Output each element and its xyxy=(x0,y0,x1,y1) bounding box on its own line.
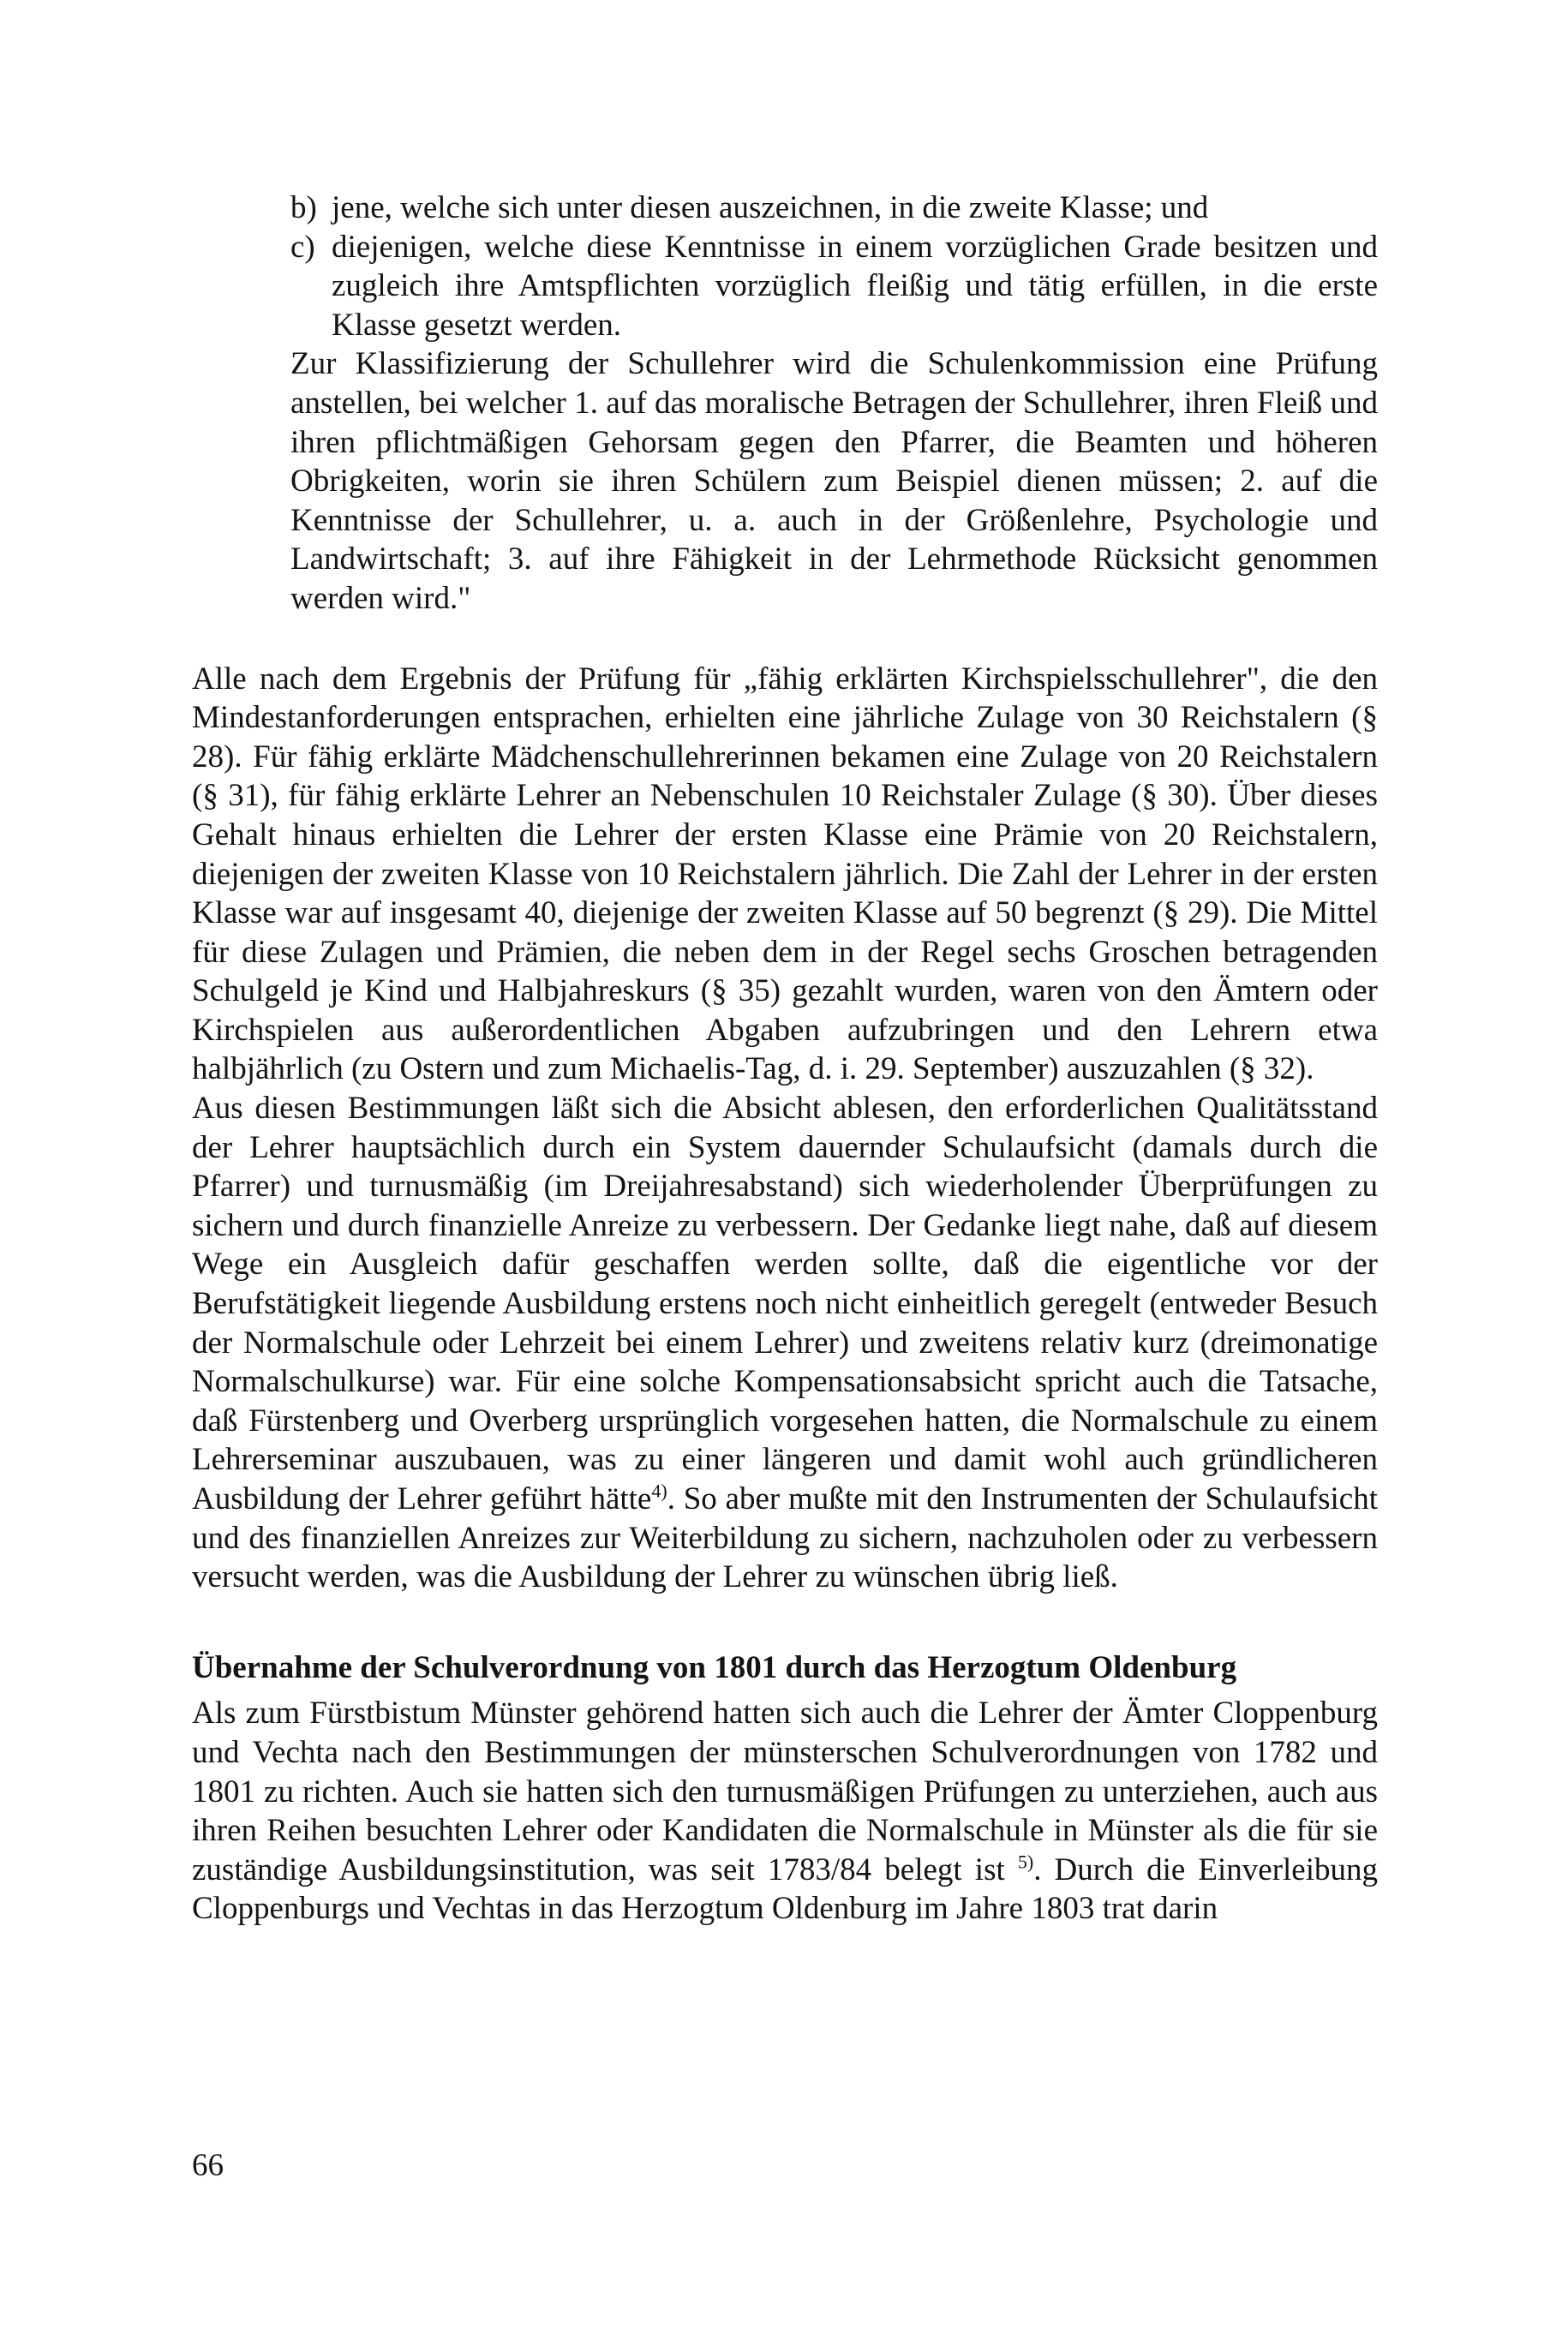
quote-paragraph: Zur Klassifizierung der Schullehrer wird die Schulenkommission eine Prüfung anstellen, bei welcher 1. auf das moralische Betragen der Schullehrer, ihren Fleiß und ihren pflichtmäßigen Gehorsam gegen den Pfarrer, die Beamten und höheren Obrigkeiten, worin sie ihren Schülern zum Beispiel dienen müssen; 2. auf die Kenntnisse der Schullehrer, u. a. auch in der Größenlehre, Psychologie und Landwirtschaft; 3. auf ihre Fähigkeit in der Lehrmethode Rücksicht genommen werden wird." xyxy=(290,346,1378,616)
section-paragraph-text-a: Als zum Fürstbistum Münster gehörend hatten sich auch die Lehrer der Ämter Cloppenburg und Vechta nach den Bestimmungen der münsterschen Schulverordnungen von 1782 und 1801 zu richten. Auch sie hatten sich den turnusmäßigen Prüfungen zu unterziehen, auch aus ihren Reihen besuchten Lehrer oder Kandidaten die Normalschule in Münster als die für sie zuständige Ausbildungsinstitution, was seit 1783/84 belegt ist xyxy=(192,1696,1378,1887)
quoted-regulation xyxy=(290,188,1378,619)
section-paragraph-text-b: . Durch die Einverleibung Cloppenburgs und Vechtas in das Herzogtum Oldenburg im Jahre 1803 trat darin xyxy=(192,1851,1379,1927)
quote-list-item-b xyxy=(290,188,1378,228)
quote-list-item-c xyxy=(290,228,1378,345)
list-item-text: diejenigen, welche diese Kenntnisse in einem vorzüglichen Grade besitzen und zugleich ihre Amtspflichten vorzüglich fleißig und tätig erfüllen, in die erste Klasse gesetzt werden. xyxy=(332,229,1378,343)
footnote-ref-5[interactable]: 5) xyxy=(1017,1851,1034,1873)
section-paragraph xyxy=(192,1694,1378,1929)
page-content xyxy=(192,188,1378,1929)
section-heading: Übernahme der Schulverordnung von 1801 durch das Herzogtum Oldenburg xyxy=(192,1649,1237,1685)
list-label: b) xyxy=(290,190,317,225)
body-paragraph-2-text-a: Aus diesen Bestimmungen läßt sich die Absicht ablesen, den erforderlichen Qualitätsstand der Lehrer hauptsächlich durch ein System dauernder Schulaufsicht (damals durch die Pfarrer) und turnusmäßig (im Dreijahresabstand) sich wiederholender Überprüfungen zu sichern und durch finanzielle Anreize zu verbessern. Der Gedanke liegt nahe, daß auf diesem Wege ein Ausgleich dafür geschaffen werden sollte, daß die eigentliche vor der Berufstätigkeit liegende Ausbildung erstens noch nicht einheitlich geregelt (entweder Besuch der Normalschule oder Lehrzeit bei einem Lehrer) und zweitens relativ kurz (dreimonatige Normalschulkurse) war. Für eine solche Kompensationsabsicht spricht auch die Tatsache, daß Fürstenberg und Overberg ursprünglich vorgesehen hatten, die Normalschule zu einem Lehrerseminar auszubauen, was zu einer längeren und damit wohl auch gründlicheren Ausbildung der Lehrer geführt hätte xyxy=(192,1091,1378,1516)
list-label: c) xyxy=(290,229,315,265)
list-item-text: jene, welche sich unter diesen auszeichnen, in die zweite Klasse; und xyxy=(332,190,1209,225)
body-paragraph-1: Alle nach dem Ergebnis der Prüfung für „fähig erklärten Kirchspielsschullehrer", die den Mindestanforderungen entsprachen, erhielten eine jährliche Zulage von 30 Reichstalern (§ 28). Für fähig erklärte Mädchenschullehrerinnen bekamen eine Zulage von 20 Reichstalern (§ 31), für fähig erklärte Lehrer an Nebenschulen 10 Reichstaler Zulage (§ 30). Über dieses Gehalt hinaus erhielten die Lehrer der ersten Klasse eine Prämie von 20 Reichstalern, diejenigen der zweiten Klasse von 10 Reichstalern jährlich. Die Zahl der Lehrer in der ersten Klasse war auf insgesamt 40, diejenige der zweiten Klasse auf 50 begrenzt (§ 29). Die Mittel für diese Zulagen und Prämien, die neben dem in der Regel sechs Groschen betragenden Schulgeld je Kind und Halbjahreskurs (§ 35) gezahlt wurden, waren von den Ämtern oder Kirchspielen aus außerordentlichen Abgaben aufzubringen und den Lehrern etwa halbjährlich (zu Ostern und zum Michaelis-Tag, d. i. 29. September) auszuzahlen (§ 32). xyxy=(192,661,1378,1087)
footnote-ref-4[interactable]: 4) xyxy=(651,1480,667,1502)
page-number: 66 xyxy=(192,2148,224,2183)
body-paragraph-2-text-b: . So aber mußte mit den Instrumenten der Schulaufsicht und des finanziellen Anreizes zur Weiterbildung zu sichern, nachzuholen oder zu verbessern versucht werden, was die Ausbildung der Lehrer zu wünschen übrig ließ. xyxy=(192,1481,1378,1595)
body-paragraph-2 xyxy=(192,1089,1378,1597)
